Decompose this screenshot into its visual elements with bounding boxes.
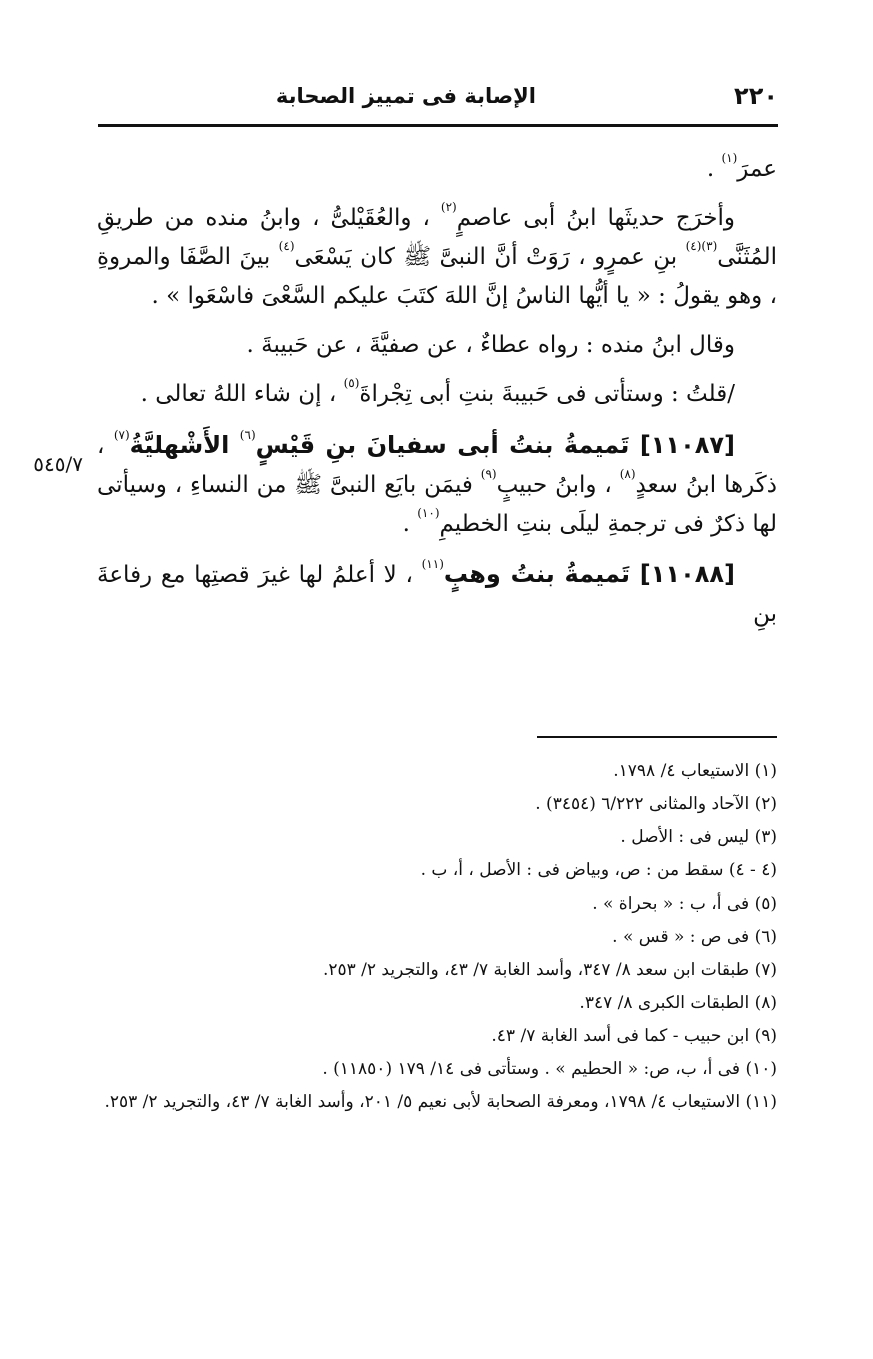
footnote-ref-1: (١) — [721, 151, 738, 165]
footnote-item: (٣) ليس فى : الأصل . — [620, 827, 777, 848]
main-text — [97, 150, 777, 644]
footnote-item: (٥) فى أ، ب : « بحراة » . — [592, 893, 777, 914]
footnote-ref-4a: (٤) — [685, 239, 702, 254]
footnote-item: (٨) الطبقات الكبرى ٨/ ٣٤٧. — [579, 992, 777, 1013]
footnote-ref-5: (٥) — [343, 376, 360, 391]
paragraph-2: وأخرَج حديثَها ابنُ أبى عاصمٍ$^{(٢)}$ ، والعُقَيْلىُّ ، وابنُ منده من طريقِ المُثَنَّى$^{(٣)(٤)}$ بنِ عمرٍو ، رَوَتْ أنَّ النبىَّ ﷺ كان يَسْعَى$^{(٤)}$ بينَ الصَّفَا والمروةِ ، وهو يقولُ : « يا أيُّها الناسُ إنَّ اللهَ كتَبَ عليكم السَّعْىَ فاسْعَوا » . — [97, 200, 777, 310]
footnote-item: (٧) طبقات ابن سعد ٨/ ٣٤٧، وأسد الغابة ٧/ ٤٣، والتجريد ٢/ ٢٥٣. — [322, 959, 777, 980]
entry-11088: [١١٠٨٨] تَميمةُ بنتُ وهبٍ$^{(١١)}$ ، لا أعلمُ لها غيرَ قصتِها مع رفاعةَ بنِ — [97, 556, 777, 627]
footnote-item: (١) الاستيعاب ٤/ ١٧٩٨. — [613, 761, 777, 781]
footnote-item: (١١) الاستيعاب ٤/ ١٧٩٨، ومعرفة الصحابة لأبى نعيم ٥/ ٢٠١، وأسد الغابة ٧/ ٤٣، والتجريد ٢/ ٢٥٣. — [104, 1092, 777, 1113]
header-rule — [98, 124, 778, 127]
footnote-ref-2: (٢) — [440, 200, 457, 215]
footnote-item: (٤ - ٤) سقط من : ص، وبياض فى : الأصل ، أ، ب . — [420, 860, 777, 881]
footnote-ref-10: (١٠) — [417, 505, 440, 520]
footnotes-list — [97, 755, 777, 1120]
footnote-item: (٦) فى ص : « قس » . — [612, 926, 777, 947]
paragraph-1: عمرَ$^{(١)}$ . — [706, 151, 777, 182]
paragraph-4: /قلتُ : وستأتى فى حَبيبةَ بنتِ أبى تِجْراةَ$^{(٥)}$ ، إن شاء اللهُ تعالى . — [140, 376, 735, 408]
entry-11087: [١١٠٨٧] تَميمةُ بنتُ أبى سفيانَ بنِ قَيْسٍ$^{(٦)}$ الأَشْهليَّةُ$^{(٧)}$ ، ذكَرها ابنُ سعدٍ$^{(٨)}$ ، وابنُ حبيبٍ$^{(٩)}$ فيمَن بايَع النبىَّ ﷺ من النساءِ ، وسيأتى لها ذكرٌ فى ترجمةِ ليلَى بنتِ الخطيمِ$^{(١٠)}$ . — [97, 427, 777, 537]
margin-reference: ٥٤٥/٧ — [33, 452, 83, 476]
running-title: الإصابة فى تمييز الصحابة — [275, 84, 536, 108]
paragraph-3: وقال ابنُ منده : رواه عطاءٌ ، عن صفيَّةَ ، عن حَبيبةَ . — [246, 332, 735, 359]
footnote-ref-8: (٨) — [619, 466, 636, 481]
footnote-ref-9: (٩) — [480, 466, 497, 481]
footnote-ref-3: (٣) — [701, 239, 718, 254]
footnote-item: (٩) ابن حبيب - كما فى أسد الغابة ٧/ ٤٣. — [491, 1026, 777, 1047]
footnote-item: (٢) الآحاد والمثانى ٦/٢٢٢ (٣٤٥٤) . — [535, 794, 777, 815]
running-header — [98, 82, 778, 122]
footnote-ref-11: (١١) — [421, 556, 444, 571]
entry-heading: [١١٠٨٧] تَميمةُ بنتُ أبى سفيانَ بنِ قَيْسٍ — [255, 430, 735, 459]
footnote-ref-7: (٧) — [113, 427, 130, 442]
footnote-separator — [537, 736, 777, 738]
entry-heading-nisba: الأَشْهليَّةُ — [129, 430, 240, 459]
footnote-ref-4b: (٤) — [278, 239, 295, 254]
page-number: ٢٢٠ — [734, 82, 778, 110]
footnote-ref-6: (٦) — [239, 427, 256, 442]
footnote-item: (١٠) فى أ، ب، ص: « الحطيم » . وستأتى فى ١٤/ ١٧٩ (١١٨٥٠) . — [322, 1059, 777, 1080]
entry-heading: [١١٠٨٨] تَميمةُ بنتُ وهبٍ — [443, 559, 735, 588]
